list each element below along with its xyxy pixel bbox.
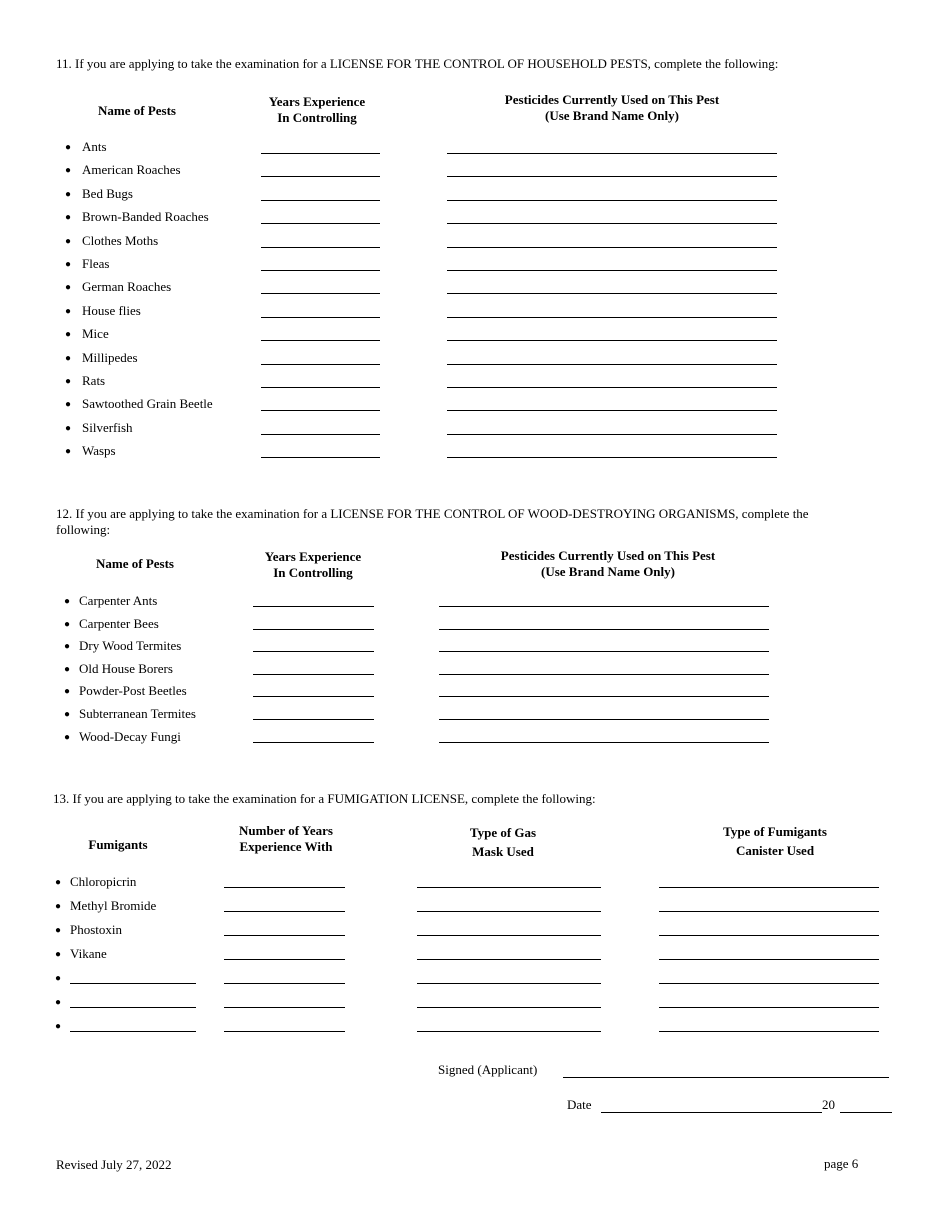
section-12-question-line1: 12. If you are applying to take the examination for a LICENSE FOR THE CONTROL OF WOOD-DESTROYING ORGANISMS, complete the [56, 506, 809, 521]
years-experience-line[interactable] [261, 364, 380, 365]
s11-col-years-header [248, 94, 386, 126]
years-experience-line[interactable] [224, 911, 345, 912]
s13-fumigant-name-blank-line[interactable] [70, 1031, 196, 1032]
s11-pest-name: Bed Bugs [82, 185, 133, 201]
s12-col-name-header: Name of Pests [96, 556, 174, 571]
section-11-question: 11. If you are applying to take the examination for a LICENSE FOR THE CONTROL OF HOUSEHOLD PESTS, complete the following: [56, 56, 779, 71]
s12-pest-name: Subterranean Termites [79, 706, 196, 721]
years-experience-line[interactable] [261, 223, 380, 224]
bullet-icon: ● [65, 142, 72, 153]
pesticide-line[interactable] [447, 364, 777, 365]
gas-mask-line[interactable] [417, 935, 601, 936]
bullet-icon: ● [55, 973, 62, 984]
gas-mask-line[interactable] [417, 959, 601, 960]
s13-col-years-line1: Number of Years [239, 823, 333, 838]
bullet-icon: ● [65, 446, 72, 458]
s12-col-years-line2: In Controlling [273, 565, 353, 580]
years-experience-line[interactable] [253, 696, 374, 697]
s11-pest-name: Fleas [82, 256, 110, 271]
date-label: Date [567, 1097, 592, 1112]
year-line[interactable] [840, 1112, 892, 1113]
s11-pest-name: Silverfish [82, 419, 133, 435]
s13-fumigant-name: Vikane [70, 946, 107, 961]
pesticide-line[interactable] [447, 317, 777, 318]
s12-pest-name: Carpenter Ants [79, 593, 158, 608]
canister-line[interactable] [659, 887, 879, 888]
bullet-icon: ● [65, 422, 72, 434]
years-experience-line[interactable] [261, 247, 380, 248]
s11-col-name-header: Name of Pests [98, 103, 176, 118]
bullet-icon: ● [64, 731, 71, 743]
years-experience-line[interactable] [261, 153, 380, 154]
revised-date: Revised July 27, 2022 [56, 1157, 172, 1172]
gas-mask-line[interactable] [417, 887, 601, 888]
bullet-icon: ● [65, 188, 72, 200]
s12-pest-name: Carpenter Bees [79, 615, 159, 631]
pesticide-line[interactable] [447, 223, 777, 224]
pesticide-line[interactable] [447, 293, 777, 294]
s12-pest-name: Dry Wood Termites [79, 638, 182, 654]
pesticide-line[interactable] [447, 340, 777, 341]
s12-pest-name: Wood-Decay Fungi [79, 728, 181, 744]
bullet-icon: ● [64, 641, 71, 653]
years-experience-line[interactable] [253, 606, 374, 607]
bullet-icon: ● [65, 399, 72, 411]
s13-col-canister-line1: Type of Fumigants [723, 824, 827, 839]
s13-col-mask-line1: Type of Gas [469, 825, 537, 840]
s12-col-pesticide-line2: (Use Brand Name Only) [541, 564, 675, 579]
years-experience-line[interactable] [224, 935, 345, 936]
bullet-icon: ● [65, 165, 72, 177]
pesticide-line[interactable] [447, 200, 777, 201]
bullet-icon: ● [55, 925, 62, 936]
bullet-icon: ● [65, 282, 72, 294]
gas-mask-line[interactable] [417, 983, 601, 984]
bullet-icon: ● [65, 376, 72, 387]
years-experience-line[interactable] [261, 434, 380, 435]
canister-line[interactable] [659, 911, 879, 912]
years-experience-line[interactable] [261, 200, 380, 201]
bullet-icon: ● [55, 997, 62, 1008]
pesticide-line[interactable] [447, 434, 777, 435]
signed-label: Signed (Applicant) [438, 1062, 538, 1077]
pesticide-line[interactable] [447, 176, 777, 177]
s13-col-years-header [216, 823, 356, 855]
s11-col-years-line1: Years Experience [268, 94, 366, 109]
canister-line[interactable] [659, 1007, 879, 1008]
s11-pest-name: Wasps [82, 443, 116, 459]
pesticide-line[interactable] [439, 742, 769, 743]
bullet-icon: ● [55, 877, 62, 888]
pesticide-line[interactable] [447, 410, 777, 411]
gas-mask-line[interactable] [417, 911, 601, 912]
pesticide-line[interactable] [439, 629, 769, 630]
bullet-icon: ● [65, 352, 72, 364]
years-experience-line[interactable] [224, 1031, 345, 1032]
s11-pest-name: American Roaches [82, 162, 181, 178]
gas-mask-line[interactable] [417, 1007, 601, 1008]
s11-pest-name: Sawtoothed Grain Beetle [82, 396, 213, 412]
pesticide-line[interactable] [439, 606, 769, 607]
s13-fumigant-name: Phostoxin [70, 922, 123, 937]
years-experience-line[interactable] [224, 983, 345, 984]
s11-pest-name: House flies [82, 302, 141, 318]
years-experience-line[interactable] [224, 887, 345, 888]
years-experience-line[interactable] [224, 959, 345, 960]
bullet-icon: ● [65, 259, 72, 270]
bullet-icon: ● [64, 596, 71, 607]
years-experience-line[interactable] [261, 317, 380, 318]
s12-col-pesticide-line1: Pesticides Currently Used on This Pest [500, 548, 716, 563]
years-experience-line[interactable] [253, 674, 374, 675]
bullet-icon: ● [65, 305, 72, 317]
s11-col-years-line2: In Controlling [277, 110, 357, 125]
s11-pest-name: Clothes Moths [82, 232, 159, 248]
s13-col-fumigants-header: Fumigants [88, 837, 148, 852]
s13-fumigant-name-blank-line[interactable] [70, 983, 196, 984]
years-experience-line[interactable] [224, 1007, 345, 1008]
bullet-icon: ● [64, 663, 71, 675]
s12-pest-name: Powder-Post Beetles [79, 683, 187, 699]
pesticide-line[interactable] [447, 457, 777, 458]
pesticide-line[interactable] [447, 247, 777, 248]
years-experience-line[interactable] [261, 410, 380, 411]
years-experience-line[interactable] [253, 651, 374, 652]
s11-col-pesticide-line1: Pesticides Currently Used on This Pest [504, 92, 720, 107]
bullet-icon: ● [55, 1021, 62, 1032]
pesticide-line[interactable] [439, 651, 769, 652]
date-line[interactable] [601, 1112, 822, 1113]
s12-col-years-header [244, 549, 382, 581]
year-prefix: 20 [822, 1097, 835, 1112]
s11-col-pesticide-line2: (Use Brand Name Only) [545, 108, 679, 123]
bullet-icon: ● [55, 949, 62, 960]
years-experience-line[interactable] [261, 176, 380, 177]
pesticide-line[interactable] [439, 719, 769, 720]
years-experience-line[interactable] [261, 457, 380, 458]
pesticide-line[interactable] [447, 270, 777, 271]
s11-pest-name: Mice [82, 326, 109, 342]
s11-pest-name: Brown-Banded Roaches [82, 209, 209, 225]
s11-pest-name: German Roaches [82, 279, 172, 295]
page-number: page 6 [824, 1156, 859, 1171]
years-experience-line[interactable] [261, 293, 380, 294]
s12-pest-name: Old House Borers [79, 660, 173, 676]
s13-fumigant-name: Chloropicrin [70, 874, 137, 889]
section-13-question: 13. If you are applying to take the examination for a FUMIGATION LICENSE, complete the following: [53, 791, 596, 806]
years-experience-line[interactable] [261, 387, 380, 388]
s13-fumigant-name-blank-line[interactable] [70, 1007, 196, 1008]
s13-col-canister-line2: Canister Used [735, 843, 815, 858]
bullet-icon: ● [65, 212, 72, 224]
years-experience-line[interactable] [261, 340, 380, 341]
s11-pest-name: Ants [82, 139, 107, 154]
s12-col-pesticide-header [448, 548, 768, 580]
canister-line[interactable] [659, 983, 879, 984]
canister-line[interactable] [659, 935, 879, 936]
bullet-icon: ● [64, 686, 71, 698]
signature-line[interactable] [563, 1077, 889, 1078]
canister-line[interactable] [659, 1031, 879, 1032]
years-experience-line[interactable] [253, 742, 374, 743]
pesticide-line[interactable] [447, 153, 777, 154]
bullet-icon: ● [65, 329, 72, 341]
section-12-question [56, 506, 876, 538]
s13-col-mask-header [436, 823, 570, 861]
pesticide-line[interactable] [447, 387, 777, 388]
years-experience-line[interactable] [261, 270, 380, 271]
pesticide-line[interactable] [439, 696, 769, 697]
bullet-icon: ● [64, 618, 71, 630]
pesticide-line[interactable] [439, 674, 769, 675]
s13-fumigant-name: Methyl Bromide [70, 898, 157, 913]
years-experience-line[interactable] [253, 719, 374, 720]
canister-line[interactable] [659, 959, 879, 960]
section-12-question-line2: following: [56, 522, 111, 537]
s13-col-years-line2: Experience With [239, 839, 333, 854]
s13-col-canister-header [690, 822, 860, 860]
s11-pest-name: Millipedes [82, 349, 138, 365]
s12-col-years-line1: Years Experience [264, 549, 362, 564]
gas-mask-line[interactable] [417, 1031, 601, 1032]
s11-pest-name: Rats [82, 373, 106, 388]
years-experience-line[interactable] [253, 629, 374, 630]
s13-col-mask-line2: Mask Used [472, 844, 534, 859]
bullet-icon: ● [55, 901, 62, 912]
s11-col-pesticide-header [452, 92, 772, 124]
bullet-icon: ● [64, 709, 71, 720]
bullet-icon: ● [65, 235, 72, 247]
